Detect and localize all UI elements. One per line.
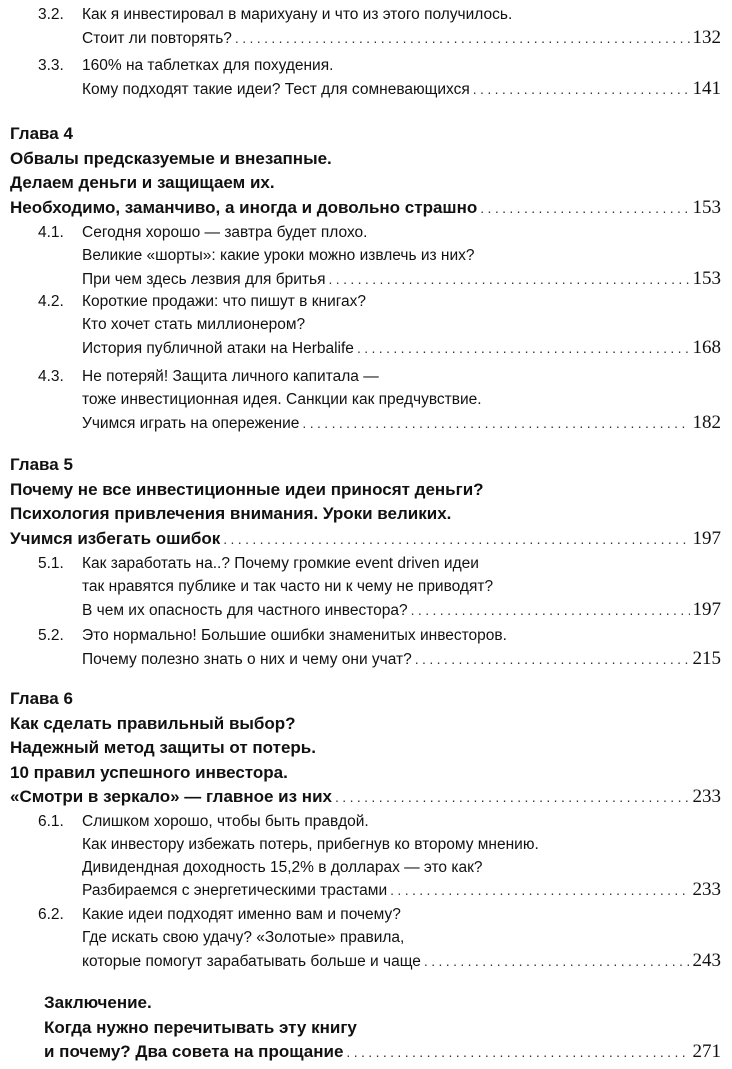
dot-leader — [390, 879, 689, 902]
page-number: 243 — [692, 949, 721, 971]
chapter-title-line: Как сделать правильный выбор? — [10, 713, 296, 733]
section-number: 5.1. — [38, 555, 64, 572]
entry-line: Великие «шорты»: какие уроки можно извлечь из них? — [82, 246, 475, 264]
entry-line: Дивидендная доходность 15,2% в долларах — это как? — [82, 858, 483, 876]
dot-leader — [357, 337, 690, 360]
page-number: 215 — [692, 647, 721, 669]
dot-leader — [335, 785, 690, 810]
conclusion-title-line: Заключение. — [44, 993, 152, 1012]
toc-entry-5-2[interactable] — [38, 625, 721, 671]
page-number: 153 — [692, 267, 721, 289]
toc-chapter-6[interactable] — [10, 687, 721, 811]
page-number: 197 — [692, 527, 721, 549]
page-number: 168 — [692, 336, 721, 358]
dot-leader — [480, 196, 689, 221]
section-number: 4.1. — [38, 224, 64, 241]
entry-line: Сегодня хорошо — завтра будет плохо. — [82, 224, 368, 241]
toc-entry-3-2[interactable] — [38, 4, 721, 50]
chapter-title-line: Почему не все инвестиционные идеи приносят деньги? — [10, 479, 484, 499]
entry-line: Это нормально! Большие ошибки знаменитых инвесторов. — [82, 627, 507, 644]
entry-line: Слишком хорошо, чтобы быть правдой. — [82, 813, 369, 830]
entry-line: Не потеряй! Защита личного капитала — — [82, 368, 379, 385]
dot-leader — [223, 527, 689, 552]
chapter-title-line: Психология привлечения внимания. Уроки великих. — [10, 504, 452, 523]
entry-line: Почему полезно знать о них и чему они учат? — [82, 650, 412, 668]
entry-line: Как заработать на..? Почему громкие event driven идеи — [82, 555, 479, 572]
toc-entry-5-1[interactable] — [38, 553, 721, 622]
dot-leader — [346, 1040, 689, 1065]
entry-line: так нравятся публике и так часто ни к чему не приводят? — [82, 577, 494, 595]
entry-line: которые помогут зарабатывать больше и чаще — [82, 952, 421, 970]
page-number: 141 — [692, 77, 721, 99]
toc-chapter-4[interactable] — [10, 122, 721, 222]
entry-line: Кому подходят такие идеи? Тест для сомневающихся — [82, 80, 470, 98]
toc-entry-6-2[interactable] — [38, 904, 721, 973]
page-number: 233 — [692, 879, 721, 901]
entry-line: При чем здесь лезвия для бритья — [82, 270, 326, 288]
section-number: 3.2. — [38, 6, 64, 23]
dot-leader — [235, 27, 690, 50]
dot-leader — [424, 950, 690, 973]
section-number: 6.2. — [38, 906, 64, 923]
conclusion-title-line: Когда нужно перечитывать эту книгу — [44, 1017, 357, 1037]
toc-conclusion[interactable] — [44, 991, 721, 1066]
chapter-title-line: Надежный метод защиты от потерь. — [10, 738, 316, 757]
entry-line: Стоит ли повторять? — [82, 29, 232, 47]
toc-entry-4-1[interactable] — [38, 222, 721, 291]
entry-line: Короткие продажи: что пишут в книгах? — [82, 293, 367, 310]
chapter-title-line: Делаем деньги и защищаем их. — [10, 173, 275, 192]
page-number: 197 — [692, 598, 721, 620]
dot-leader — [302, 412, 689, 435]
page-number: 132 — [692, 26, 721, 48]
toc-chapter-5[interactable] — [10, 453, 721, 553]
chapter-title-line: Необходимо, заманчиво, а иногда и довольно страшно — [10, 197, 478, 217]
section-number: 3.3. — [38, 57, 64, 74]
chapter-label: Глава 4 — [10, 124, 73, 143]
section-number: 4.2. — [38, 293, 64, 310]
entry-line: История публичной атаки на Herbalife — [82, 339, 354, 357]
entry-line: Как инвестору избежать потерь, прибегнув ко второму мнению. — [82, 835, 539, 853]
toc-entry-6-1[interactable] — [38, 811, 721, 903]
chapter-title-line: «Смотри в зеркало» — главное из них — [10, 787, 332, 806]
chapter-title-line: 10 правил успешного инвестора. — [10, 762, 288, 782]
section-number: 4.3. — [38, 368, 64, 385]
page-number: 182 — [692, 411, 721, 433]
dot-leader — [415, 648, 690, 671]
section-number: 5.2. — [38, 627, 64, 644]
entry-line: В чем их опасность для частного инвестора? — [82, 601, 408, 619]
entry-line: Разбираемся с энергетическими трастами — [82, 882, 388, 900]
dot-leader — [473, 78, 690, 101]
page-number: 153 — [692, 196, 721, 218]
entry-line: тоже инвестиционная идея. Санкции как предчувствие. — [82, 390, 482, 408]
chapter-label: Глава 5 — [10, 455, 73, 474]
dot-leader — [411, 599, 690, 622]
toc-entry-4-3[interactable] — [38, 366, 721, 435]
page-number: 271 — [692, 1041, 721, 1062]
toc-entry-4-2[interactable] — [38, 291, 721, 360]
page-number: 233 — [692, 786, 721, 807]
section-number: 6.1. — [38, 813, 64, 830]
conclusion-title-line: и почему? Два совета на прощание — [44, 1042, 344, 1061]
chapter-title-line: Учимся избегать ошибок — [10, 528, 221, 548]
entry-line: Учимся играть на опережение — [82, 414, 300, 432]
toc-entry-3-3[interactable] — [38, 55, 721, 101]
entry-line: Какие идеи подходят именно вам и почему? — [82, 906, 401, 923]
dot-leader — [328, 268, 689, 291]
entry-line: Где искать свою удачу? «Золотые» правила, — [82, 928, 405, 946]
entry-line: Как я инвестировал в марихуану и что из этого получилось. — [82, 6, 513, 23]
chapter-label: Глава 6 — [10, 689, 73, 708]
chapter-title-line: Обвалы предсказуемые и внезапные. — [10, 148, 332, 168]
entry-line: 160% на таблетках для похудения. — [82, 57, 334, 74]
entry-line: Кто хочет стать миллионером? — [82, 315, 306, 333]
